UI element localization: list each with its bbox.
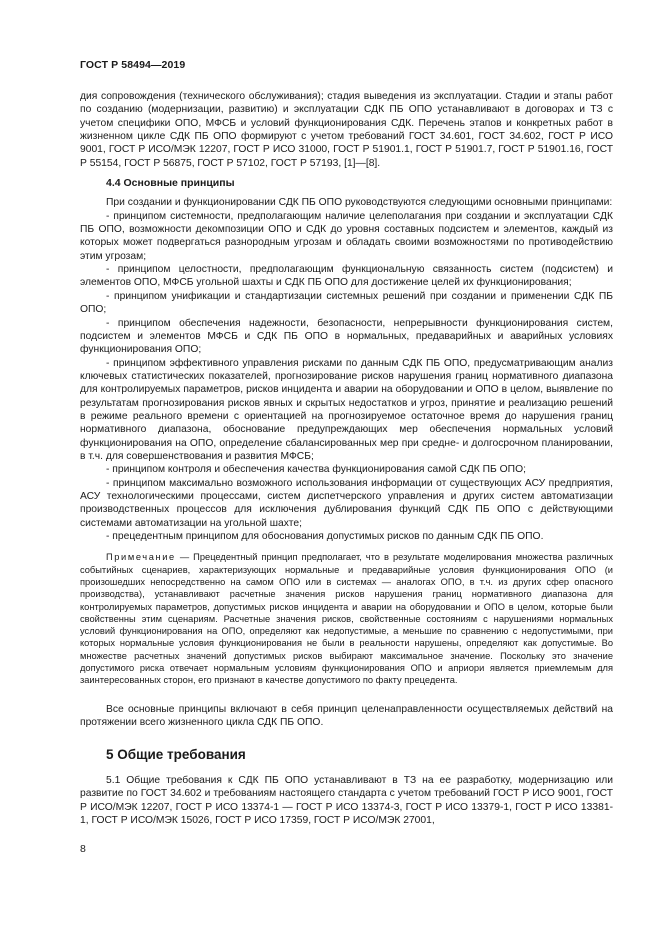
note-paragraph	[80, 551, 613, 686]
paragraph-intro: При создании и функционировании СДК ПБ ОПО руководствуются следующими основными принципами:	[106, 197, 613, 209]
document-body	[80, 90, 613, 827]
paragraph-closing: Все основные принципы включают в себя принцип целенаправленности осуществляемых действий на протяжении всего жизненного цикла СДК ПБ ОПО.	[80, 703, 613, 729]
list-item: - принципом обеспечения надежности, безопасности, непрерывности функционирования систем, подсистем и элементов МФСБ и СДК ПБ ОПО в нормальных, предаварийных и аварийных условиях функционирования ОПО;	[80, 317, 613, 356]
note-label: Примечание	[106, 552, 176, 563]
list-item: - принципом целостности, предполагающим функциональную связанность систем (подсистем) и элементов ОПО, МФСБ угольной шахты и СДК ПБ ОПО для достижение целей их функционирования;	[80, 264, 613, 289]
paragraph-continuation: дия сопровождения (технического обслуживания); стадия выведения из эксплуатации. Стадии и этапы работ по созданию (модернизации, развитию) и эксплуатации СДК ПБ ОПО устанавливают в договорах и ТЗ с учетом специфики ОПО, МФСБ и условий функционирования СДК. Перечень этапов и конкретных работ в жизненном цикле СДК ПБ ОПО формируют с учетом требований ГОСТ 34.601, ГОСТ 34.602, ГОСТ Р ИСО 9001, ГОСТ Р ИСО/МЭК 12207, ГОСТ Р ИСО 31000, ГОСТ Р 51901.1, ГОСТ Р 51901.7, ГОСТ Р 51901.16, ГОСТ Р 55154, ГОСТ Р 56875, ГОСТ Р 57102, ГОСТ Р 57193, [1]—[8].	[80, 91, 613, 169]
note-text: — Прецедентный принцип предполагает, что в результате моделирования множества различных событийных сценариев, характеризующих нормальные и предаварийные условия функционирования ОПО (и произошедших непосредственно на самом ОПО или в системах — аналогах ОПО, в т.ч. из других сфер опасного производства), устанавливают расчетные значения рисков нарушения границ нормативного диапазона для контролируемых параметров, допустимых рисков инцидента и аварии на оборудовании и ОПО в целом, которые были свойственны этим сценариям. Расчетные значения рисков, свойственные состояниям с нарушениями нормальных условий функционирования на ОПО, определяют как недопустимые, а меньшие по сравнению с недопустимыми, при которых нормальные условия функционирования не были в реальности нарушены, определяют как допустимые. Во множестве расчетных значений допустимых рисков выбирают максимальное значение. Поскольку это значение допустимого риска отвечает нормальным условиям функционирования ОПО и априори является приемлемым для заинтересованных сторон, его признают в качестве допустимого по факту прецедента.	[80, 552, 613, 686]
page-number: 8	[80, 843, 86, 855]
paragraph-5-1: 5.1 Общие требования к СДК ПБ ОПО устанавливают в ТЗ на ее разработку, модернизацию или развитие по ГОСТ 34.602 и требованиям настоящего стандарта с учетом требований ГОСТ Р ИСО 9001, ГОСТ Р ИСО/МЭК 12207, ГОСТ Р ИСО 13374-1 — ГОСТ Р ИСО 13374-3, ГОСТ Р ИСО 13379-1, ГОСТ Р ИСО 13381-1, ГОСТ Р ИСО/МЭК 15026, ГОСТ Р ИСО 17359, ГОСТ Р ИСО/МЭК 27001,	[80, 774, 613, 826]
list-item: - принципом системности, предполагающим наличие целеполагания при создании и эксплуатации СДК ПБ ОПО, возможности декомпозиции ОПО и СДК до уровня составных подсистем и элементов, каждый из которых может подвергаться разнородным угрозам и обладать своими возможностями по противодействию этим угрозам;	[80, 210, 613, 262]
list-item: - принципом контроля и обеспечения качества функционирования самой СДК ПБ ОПО;	[106, 464, 526, 476]
list-item: - принципом максимально возможного использования информации от существующих АСУ предприятия, АСУ технологическими процессами, систем диспетчерского управления и других систем автоматизации производственных процессов для исключения дублирования функций СДК ПБ ОПО с действующими системами автоматизации на угольной шахте;	[80, 477, 613, 529]
section-heading-5: 5 Общие требования	[106, 746, 246, 762]
section-heading-4-4: 4.4 Основные принципы	[106, 177, 235, 190]
list-item: - принципом унификации и стандартизации системных решений при создании и применении СДК ПБ ОПО;	[80, 290, 613, 316]
document-header: ГОСТ Р 58494—2019	[80, 59, 186, 71]
list-item: - принципом эффективного управления рисками по данным СДК ПБ ОПО, предусматривающим анализ ключевых статистических показателей, прогнозирование рисков нарушения границ нормативного диапазона для контролируемых параметров, рисков инцидента и аварии на оборудовании и ОПО в целом, выявление по результатам прогнозирования рисков явных и скрытых недостатков и угроз, принятие и реализацию решений в режиме реального времени с ориентацией на прогнозируемое остаточное время до нарушения границ нормативного диапазона, обоснование предупреждающих мер обеспечения нормальных условий функционирования на ОПО, определение сбалансированных мер при средне- и долгосрочном планировании, в т.ч. для совершенствования и развития МФСБ;	[80, 357, 613, 462]
list-item: - прецедентным принципом для обоснования допустимых рисков по данным СДК ПБ ОПО.	[106, 531, 544, 542]
